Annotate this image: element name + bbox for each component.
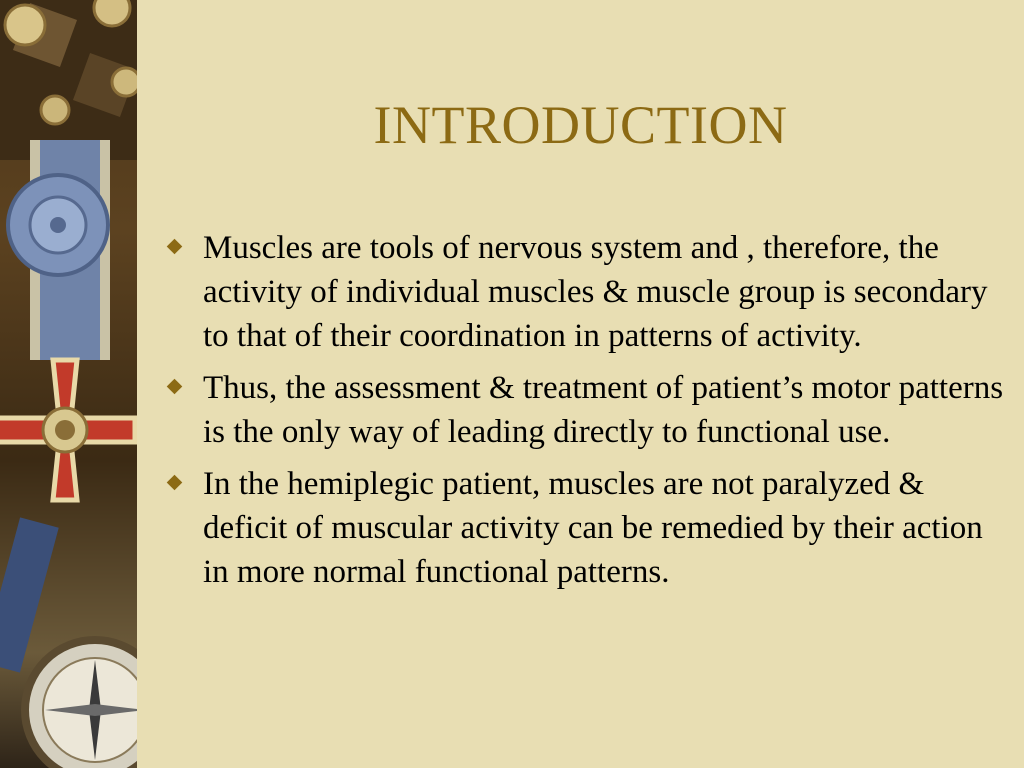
slide-title: INTRODUCTION — [373, 95, 788, 155]
bullet-text: In the hemiplegic patient, muscles are not paralyzed & deficit of muscular activity can be remedied by their action in more normal functional patterns. — [203, 466, 983, 590]
list-item — [165, 226, 1005, 358]
diamond-bullet-icon — [167, 475, 183, 491]
bullet-text: Thus, the assessment & treatment of patient’s motor patterns is the only way of leading directly to functional use. — [203, 370, 1004, 450]
diamond-bullet-icon — [167, 379, 183, 395]
decorative-medal-image — [0, 0, 137, 768]
list-item — [165, 462, 1005, 594]
list-item — [165, 366, 1005, 454]
medal-compass-illustration — [0, 0, 137, 768]
bullet-list — [165, 226, 1005, 602]
bullet-text: Muscles are tools of nervous system and , therefore, the activity of individual muscles & muscle group is secondary to that of their coordination in patterns of activity. — [203, 230, 988, 354]
diamond-bullet-icon — [167, 239, 183, 255]
